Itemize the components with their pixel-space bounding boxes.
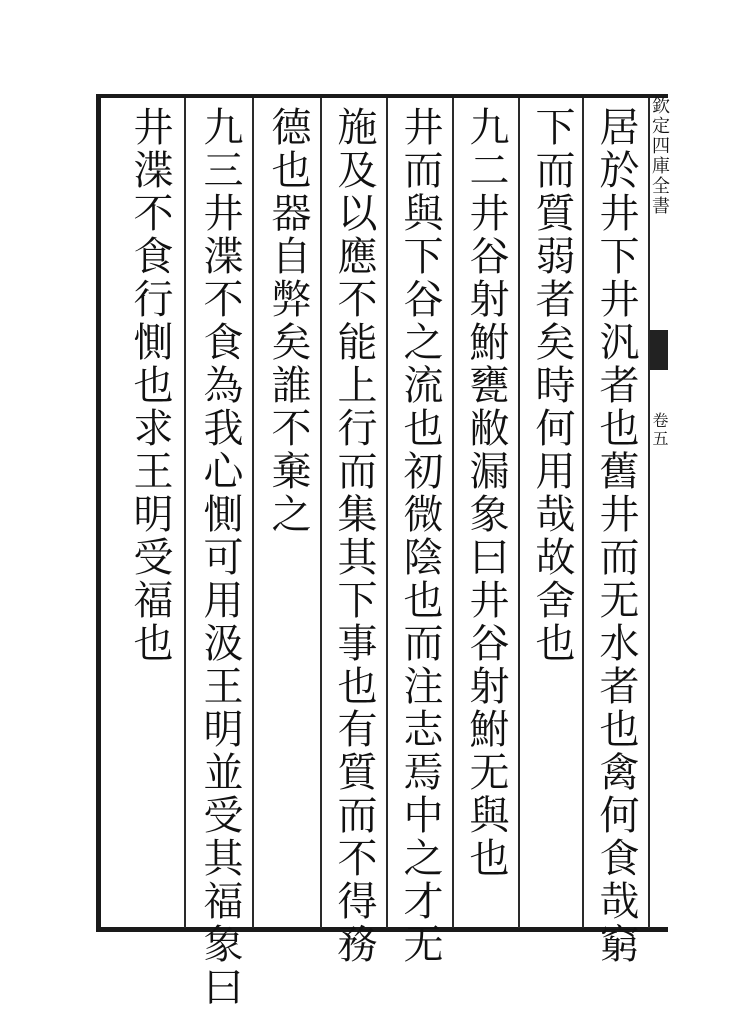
text-column-6: 德也器自弊矣誰不棄之 [265,106,311,536]
column-rule [452,98,454,928]
book-title-margin: 欽定四庫全書 [649,96,670,216]
text-column-5: 施及以應不能上行而集其下事也有質而不得務 [331,106,377,966]
column-rule [386,98,388,928]
column-rule [518,98,520,928]
fish-tail-mark [650,330,668,370]
text-column-8: 井渫不食行惻也求王明受福也 [127,106,173,665]
column-rule [648,98,650,928]
text-column-7: 九三井渫不食為我心惻可用汲王明並受其福象曰 [197,106,243,1009]
volume-label: 卷五 [650,412,669,448]
column-rule [252,98,254,928]
column-rule [184,98,186,928]
text-column-3: 九二井谷射鮒甕敝漏象曰井谷射鮒无與也 [463,106,509,880]
text-column-2: 下而質弱者矣時何用哉故舍也 [529,106,575,665]
column-rule [320,98,322,928]
column-rule [582,98,584,928]
text-column-1: 居於井下井汎者也舊井而无水者也禽何食哉窮 [593,106,639,966]
text-column-4: 井而與下谷之流也初微陰也而注志焉中之才无 [397,106,443,966]
